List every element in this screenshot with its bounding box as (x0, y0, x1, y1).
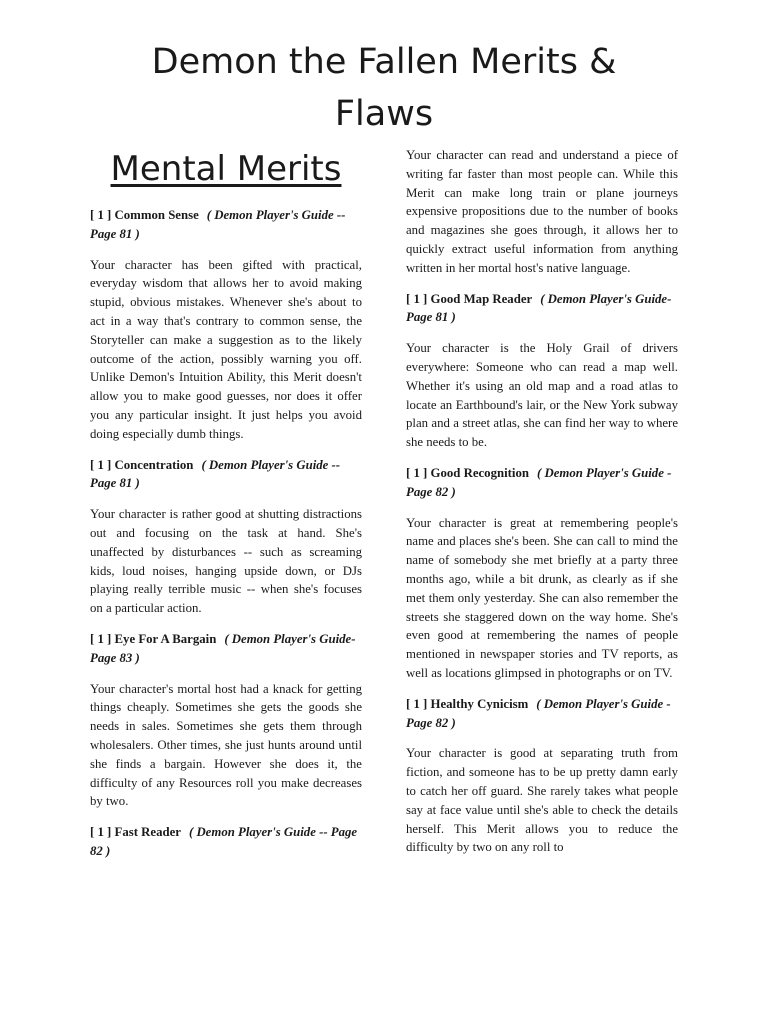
merit-description-healthy-cynicism: Your character is good at separating truth from fiction, and someone has to be up pretty damn early to catch her off guard. She rarely takes what people say at face value until she's able to check the details herself. This Merit allows you to reduce the difficulty by two on any roll to (406, 746, 678, 855)
merit-heading-good-recognition (406, 464, 678, 502)
document-title-line1: Demon the Fallen Merits & (151, 42, 617, 82)
merit-description-eye-for-a-bargain: Your character's mortal host had a knack for getting things cheaply. Sometimes she gets the goods she needs in sales. Sometimes she gets them through wholesalers. Other times, she just hunts around until she finds a bargain. However she does it, the difficulty of any Resources roll you make decreases by two. (90, 681, 362, 809)
merit-description-good-recognition: Your character is great at remembering people's name and places she's been. She can call to mind the name of somebody she met briefly at a party three months ago, while a bit drunk, as clearly as if she met them only yesterday. She can also remember the streets she staggered down on the way home. She's even good at remembering the names of people mentioned in newspaper stories and TV reports, as well as locations glimpsed in photographs or on TV. (406, 515, 678, 680)
section-heading-mental-merits: Mental Merits (110, 149, 342, 189)
merit-heading-common-sense (90, 206, 362, 244)
merit-source: ( Demon Player's Guide -- Page 81 ) (90, 208, 346, 241)
merit-title: [ 1 ] Good Map Reader (406, 291, 533, 306)
merit-heading-eye-for-a-bargain (90, 630, 362, 668)
merit-heading-good-map-reader (406, 290, 678, 328)
merit-source: ( Demon Player's Guide - Page 82 ) (406, 696, 671, 730)
merit-source: ( Demon Player's Guide-Page 83 ) (90, 631, 356, 665)
merit-heading-concentration (90, 456, 362, 494)
merit-description-good-map-reader: Your character is the Holy Grail of drivers everywhere: Someone who can read a map well. Whether it's using an old map and a road atlas to locate an Earthbound's lair, or the New York subway plan and a street atlas, she can find her way to where she needs to be. (406, 341, 678, 450)
merit-source: ( Demon Player's Guide -- Page 82 ) (90, 825, 358, 858)
right-column (406, 146, 678, 869)
merit-description-common-sense: Your character has been gifted with practical, everyday wisdom that allows her to avoid making stupid, obvious mistakes. Whenever she's about to act in a way that's contrary to common sense, the Storyteller can make a suggestion as to the likely outcome of the action, possibly warning you off. Unlike Demon's Intuition Ability, this Merit doesn't allow you to make good guesses, nor does it offer you any particular insight. It just helps you avoid doing especially dumb things. (90, 257, 362, 441)
left-column (90, 146, 362, 873)
merit-heading-healthy-cynicism (406, 695, 678, 733)
merit-title: [ 1 ] Fast Reader (90, 825, 181, 840)
merit-source: ( Demon Player's Guide-Page 81 ) (406, 291, 672, 325)
merit-title: [ 1 ] Good Recognition (406, 465, 529, 480)
document-title (60, 36, 708, 140)
merit-description-concentration: Your character is rather good at shutting distractions out and focusing on the task at hand. She's unaffected by disturbances -- such as screaming kids, loud noises, hanging upside down, or DJs playing really terrible music -- when she's focuses on a particular action. (90, 507, 362, 616)
merit-source: ( Demon Player's Guide -- Page 81 ) (90, 457, 341, 491)
merit-title: [ 1 ] Concentration (90, 457, 194, 472)
merit-heading-fast-reader (90, 823, 362, 861)
merit-title: [ 1 ] Eye For A Bargain (90, 631, 217, 646)
merit-title: [ 1 ] Healthy Cynicism (406, 696, 529, 711)
merit-source: ( Demon Player's Guide - Page 82 ) (406, 465, 672, 499)
merit-title: [ 1 ] Common Sense (90, 208, 199, 222)
merit-description-fast-reader: Your character can read and understand a piece of writing far faster than most people can. While this Merit can make long train or plane journeys expensive propositions due to the number of books and magazines she goes through, it allows her to quickly extract useful information from anything written in her mortal host's native language. (406, 148, 678, 275)
document-title-line2: Flaws (334, 94, 434, 134)
